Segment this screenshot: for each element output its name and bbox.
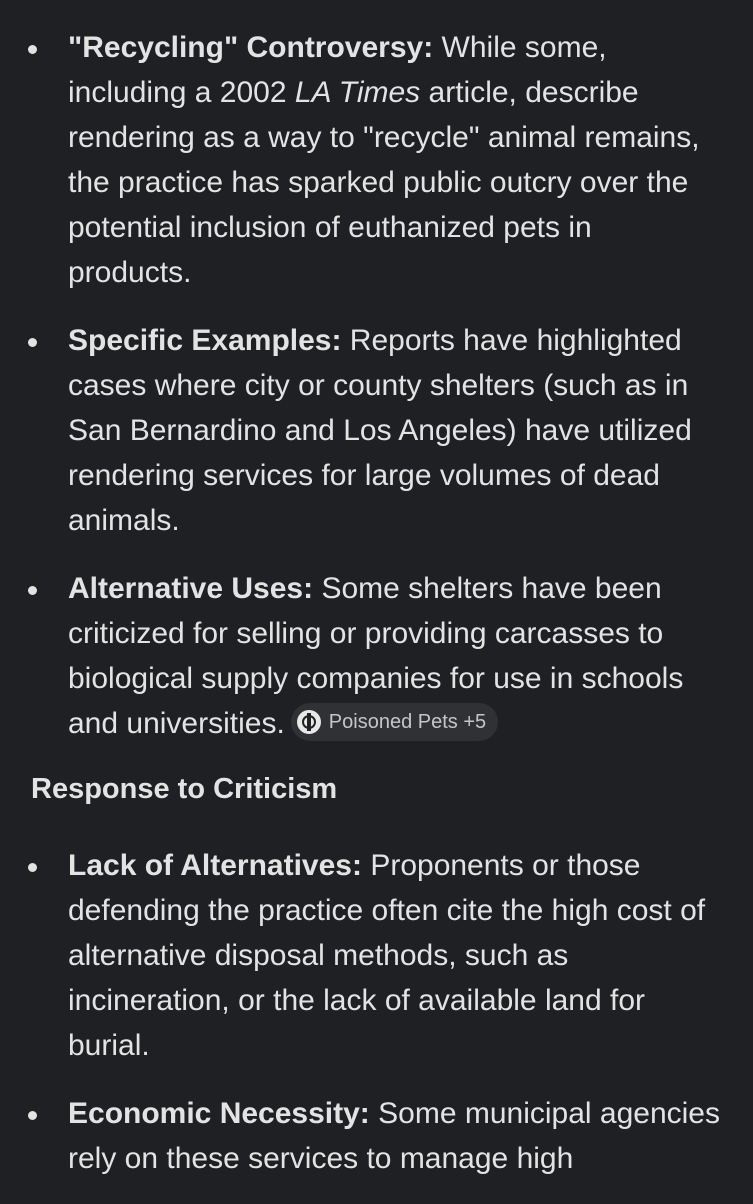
bullet-icon [28,586,37,595]
item-label: Alternative Uses: [68,572,314,605]
bullet-icon [28,863,37,872]
bullet-icon [28,1111,37,1120]
item-text: Some shelters have been criticized for selling or providing carcasses to biological supply companies for use in schools and universities. [68,572,684,740]
item-text: While some, including a 2002 [68,31,607,109]
item-label: Specific Examples: [68,324,342,357]
source-chip-label: Poisoned Pets +5 [328,711,487,734]
item-label: Economic Necessity: [68,1097,370,1130]
item-text: Some municipal agencies rely on these services to manage high [68,1097,720,1175]
item-text: Reports have highlighted cases where city or county shelters (such as in San Bernardino and Los Angeles) have utilized rendering services for large volumes of dead animals. [68,324,692,537]
source-favicon-icon [297,710,321,734]
list-item [0,318,753,543]
item-emphasis: LA Times [294,76,421,109]
bullet-icon [28,338,37,347]
list-item [0,1091,753,1181]
source-chip[interactable] [291,703,498,741]
list-item [0,566,753,746]
bullet-list-1 [0,25,753,746]
item-label: "Recycling" Controversy: [68,31,434,64]
item-text: article, describe rendering as a way to "recycle" animal remains, the practice has sparked public outcry over the potential inclusion of euthanized pets in products. [68,76,700,289]
bullet-icon [28,45,37,54]
item-text: Proponents or those defending the practice often cite the high cost of alternative disposal methods, such as incineration, or the lack of available land for burial. [68,849,706,1062]
list-item [0,843,753,1068]
section-heading: Response to Criticism [31,773,338,805]
bullet-list-2 [0,843,753,1181]
list-item [0,25,753,295]
item-label: Lack of Alternatives: [68,849,362,882]
